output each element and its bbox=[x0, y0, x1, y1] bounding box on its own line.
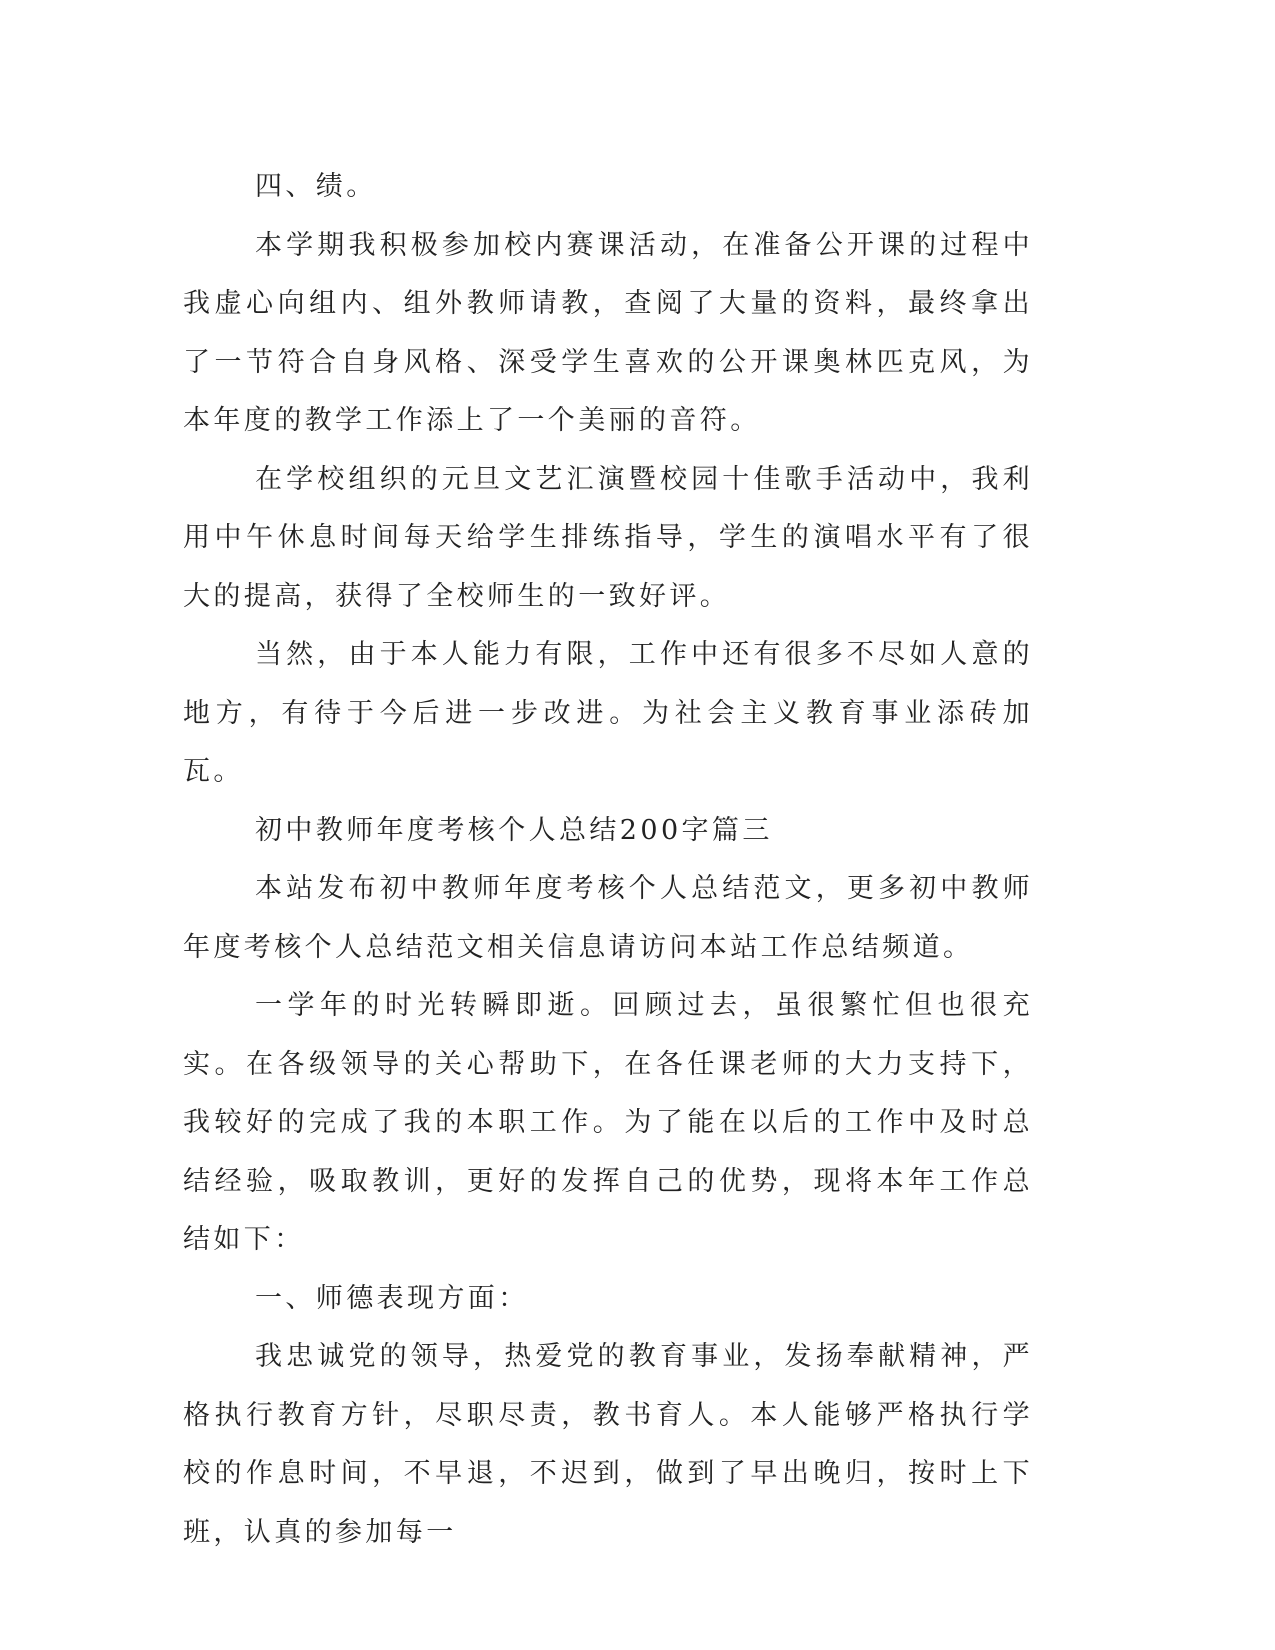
document-body bbox=[183, 158, 1033, 1562]
paragraph-shortcomings: 当然，由于本人能力有限，工作中还有很多不尽如人意的地方，有待于今后进一步改进。为社会主义教育事业添砖加瓦。 bbox=[183, 639, 1033, 787]
paragraph-ethics: 我忠诚党的领导，热爱党的教育事业，发扬奉献精神，严格执行教育方针，尽职尽责，教书育人。本人能够严格执行学校的作息时间，不早退，不迟到，做到了早出晚归，按时上下班，认真的参加每一 bbox=[183, 1341, 1033, 1548]
section-heading-four: 四、绩。 bbox=[255, 171, 377, 202]
paragraph-open-class: 本学期我积极参加校内赛课活动，在准备公开课的过程中我虚心向组内、组外教师请教，查阅了大量的资料，最终拿出了一节符合自身风格、深受学生喜欢的公开课奥林匹克风，为本年度的教学工作添上了一个美丽的音符。 bbox=[183, 229, 1033, 436]
paragraph-site-notice: 本站发布初中教师年度考核个人总结范文，更多初中教师年度考核个人总结范文相关信息请访问本站工作总结频道。 bbox=[183, 873, 1033, 963]
article-title-part-three: 初中教师年度考核个人总结200字篇三 bbox=[255, 814, 773, 846]
section-heading-ethics: 一、师德表现方面： bbox=[255, 1282, 529, 1314]
paragraph-new-year-show: 在学校组织的元旦文艺汇演暨校园十佳歌手活动中，我利用中午休息时间每天给学生排练指导，学生的演唱水平有了很大的提高，获得了全校师生的一致好评。 bbox=[183, 463, 1033, 612]
paragraph-year-review: 一学年的时光转瞬即逝。回顾过去，虽很繁忙但也很充实。在各级领导的关心帮助下，在各任课老师的大力支持下，我较好的完成了我的本职工作。为了能在以后的工作中及时总结经验，吸取教训，更好的发挥自己的优势，现将本年工作总结如下： bbox=[183, 990, 1033, 1255]
